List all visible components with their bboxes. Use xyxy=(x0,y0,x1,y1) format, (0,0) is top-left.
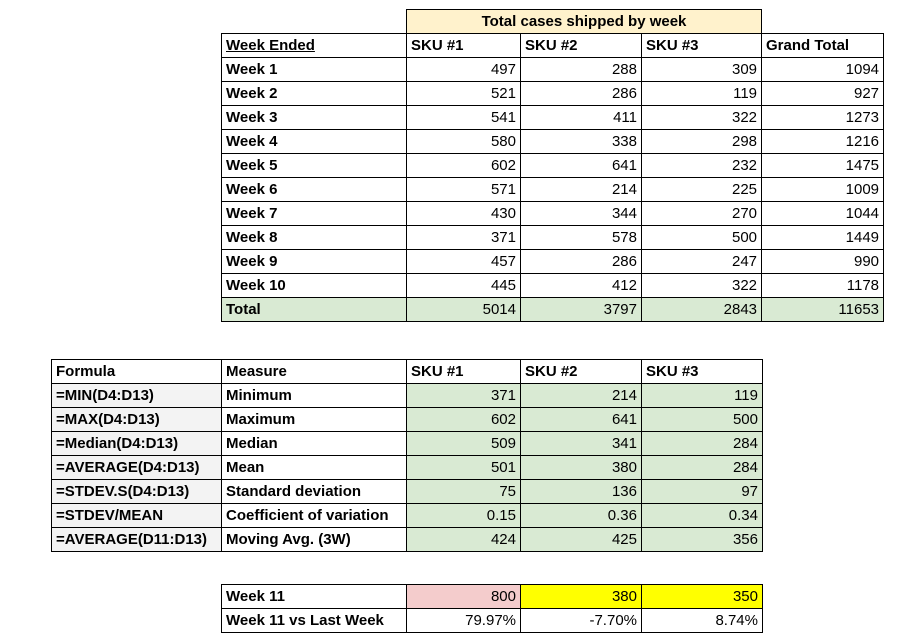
table-row xyxy=(52,480,763,504)
week-label[interactable]: Week 5 xyxy=(222,154,407,178)
value-cell[interactable]: 445 xyxy=(407,274,521,298)
weekly-title-row xyxy=(222,10,884,34)
value-cell[interactable]: 500 xyxy=(642,408,763,432)
value-cell[interactable]: 580 xyxy=(407,130,521,154)
table-row xyxy=(222,58,884,82)
empty-cell[interactable] xyxy=(762,10,884,34)
column-header[interactable]: Formula xyxy=(52,360,222,384)
table-row xyxy=(222,154,884,178)
value-cell[interactable]: 286 xyxy=(521,250,642,274)
value-cell[interactable]: -7.70% xyxy=(521,609,642,633)
week11-table xyxy=(221,584,763,633)
measure-label[interactable]: Standard deviation xyxy=(222,480,407,504)
value-cell[interactable]: 356 xyxy=(642,528,763,552)
value-cell[interactable]: 380 xyxy=(521,456,642,480)
column-header[interactable]: Week Ended xyxy=(222,34,407,58)
value-cell[interactable]: 284 xyxy=(642,456,763,480)
value-cell[interactable]: 602 xyxy=(407,154,521,178)
measure-label[interactable]: Moving Avg. (3W) xyxy=(222,528,407,552)
value-cell[interactable]: 232 xyxy=(642,154,762,178)
value-cell[interactable]: 990 xyxy=(762,250,884,274)
table-row xyxy=(222,226,884,250)
table-row xyxy=(222,609,763,633)
value-cell[interactable]: 1216 xyxy=(762,130,884,154)
value-cell[interactable]: 380 xyxy=(521,585,642,609)
week-label[interactable]: Week 9 xyxy=(222,250,407,274)
value-cell[interactable]: 1475 xyxy=(762,154,884,178)
total-label[interactable]: Total xyxy=(222,298,407,322)
value-cell[interactable]: 79.97% xyxy=(407,609,521,633)
value-cell[interactable]: 0.34 xyxy=(642,504,763,528)
table-row xyxy=(222,202,884,226)
value-cell[interactable]: 97 xyxy=(642,480,763,504)
value-cell[interactable]: 298 xyxy=(642,130,762,154)
week-label[interactable]: Week 6 xyxy=(222,178,407,202)
value-cell[interactable]: 136 xyxy=(521,480,642,504)
total-value[interactable]: 3797 xyxy=(521,298,642,322)
value-cell[interactable]: 602 xyxy=(407,408,521,432)
value-cell[interactable]: 214 xyxy=(521,384,642,408)
value-cell[interactable]: 541 xyxy=(407,106,521,130)
empty-cell[interactable] xyxy=(222,10,407,34)
value-cell[interactable]: 578 xyxy=(521,226,642,250)
week-label[interactable]: Week 8 xyxy=(222,226,407,250)
column-header[interactable]: SKU #2 xyxy=(521,34,642,58)
value-cell[interactable]: 322 xyxy=(642,274,762,298)
table-row xyxy=(222,130,884,154)
column-header[interactable]: Grand Total xyxy=(762,34,884,58)
value-cell[interactable]: 641 xyxy=(521,154,642,178)
value-cell[interactable]: 0.36 xyxy=(521,504,642,528)
value-cell[interactable]: 344 xyxy=(521,202,642,226)
total-value[interactable]: 5014 xyxy=(407,298,521,322)
value-cell[interactable]: 371 xyxy=(407,226,521,250)
table-row xyxy=(52,528,763,552)
week-label[interactable]: Week 1 xyxy=(222,58,407,82)
weekly-shipments-table xyxy=(221,9,884,322)
column-header[interactable]: SKU #3 xyxy=(642,34,762,58)
value-cell[interactable]: 225 xyxy=(642,178,762,202)
measure-label[interactable]: Median xyxy=(222,432,407,456)
value-cell[interactable]: 214 xyxy=(521,178,642,202)
value-cell[interactable]: 371 xyxy=(407,384,521,408)
value-cell[interactable]: 509 xyxy=(407,432,521,456)
total-value[interactable]: 2843 xyxy=(642,298,762,322)
value-cell[interactable]: 425 xyxy=(521,528,642,552)
measure-label[interactable]: Coefficient of variation xyxy=(222,504,407,528)
value-cell[interactable]: 501 xyxy=(407,456,521,480)
value-cell[interactable]: 322 xyxy=(642,106,762,130)
total-value[interactable]: 11653 xyxy=(762,298,884,322)
row-label[interactable]: Week 11 vs Last Week xyxy=(222,609,407,633)
value-cell[interactable]: 341 xyxy=(521,432,642,456)
value-cell[interactable]: 571 xyxy=(407,178,521,202)
table-row xyxy=(52,384,763,408)
formula-cell[interactable]: =MAX(D4:D13) xyxy=(52,408,222,432)
measure-label[interactable]: Maximum xyxy=(222,408,407,432)
week-label[interactable]: Week 7 xyxy=(222,202,407,226)
column-header[interactable]: SKU #1 xyxy=(407,34,521,58)
value-cell[interactable]: 286 xyxy=(521,82,642,106)
value-cell[interactable]: 500 xyxy=(642,226,762,250)
value-cell[interactable]: 927 xyxy=(762,82,884,106)
value-cell[interactable]: 411 xyxy=(521,106,642,130)
statistics-table xyxy=(51,359,763,552)
value-cell[interactable]: 0.15 xyxy=(407,504,521,528)
table-row xyxy=(52,504,763,528)
value-cell[interactable]: 288 xyxy=(521,58,642,82)
formula-cell[interactable]: =Median(D4:D13) xyxy=(52,432,222,456)
value-cell[interactable]: 350 xyxy=(642,585,763,609)
total-row xyxy=(222,298,884,322)
weekly-header-row xyxy=(222,34,884,58)
value-cell[interactable]: 800 xyxy=(407,585,521,609)
value-cell[interactable]: 521 xyxy=(407,82,521,106)
formula-cell[interactable]: =STDEV/MEAN xyxy=(52,504,222,528)
formula-cell[interactable]: =MIN(D4:D13) xyxy=(52,384,222,408)
row-label[interactable]: Week 11 xyxy=(222,585,407,609)
column-header[interactable]: SKU #1 xyxy=(407,360,521,384)
formula-cell[interactable]: =STDEV.S(D4:D13) xyxy=(52,480,222,504)
week-label[interactable]: Week 3 xyxy=(222,106,407,130)
value-cell[interactable]: 430 xyxy=(407,202,521,226)
value-cell[interactable]: 247 xyxy=(642,250,762,274)
week-label[interactable]: Week 10 xyxy=(222,274,407,298)
week-label[interactable]: Week 2 xyxy=(222,82,407,106)
value-cell[interactable]: 1094 xyxy=(762,58,884,82)
table-row xyxy=(222,250,884,274)
table-row xyxy=(222,82,884,106)
value-cell[interactable]: 497 xyxy=(407,58,521,82)
value-cell[interactable]: 1273 xyxy=(762,106,884,130)
value-cell[interactable]: 284 xyxy=(642,432,763,456)
value-cell[interactable]: 412 xyxy=(521,274,642,298)
value-cell[interactable]: 338 xyxy=(521,130,642,154)
table-row xyxy=(52,408,763,432)
value-cell[interactable]: 270 xyxy=(642,202,762,226)
value-cell[interactable]: 457 xyxy=(407,250,521,274)
value-cell[interactable]: 424 xyxy=(407,528,521,552)
value-cell[interactable]: 309 xyxy=(642,58,762,82)
measure-label[interactable]: Mean xyxy=(222,456,407,480)
measure-label[interactable]: Minimum xyxy=(222,384,407,408)
value-cell[interactable]: 1044 xyxy=(762,202,884,226)
value-cell[interactable]: 641 xyxy=(521,408,642,432)
week-label[interactable]: Week 4 xyxy=(222,130,407,154)
value-cell[interactable]: 1009 xyxy=(762,178,884,202)
weekly-title[interactable]: Total cases shipped by week xyxy=(407,10,762,34)
formula-cell[interactable]: =AVERAGE(D11:D13) xyxy=(52,528,222,552)
column-header[interactable]: SKU #2 xyxy=(521,360,642,384)
formula-cell[interactable]: =AVERAGE(D4:D13) xyxy=(52,456,222,480)
table-row xyxy=(222,178,884,202)
column-header[interactable]: Measure xyxy=(222,360,407,384)
table-row xyxy=(222,274,884,298)
value-cell[interactable]: 1449 xyxy=(762,226,884,250)
value-cell[interactable]: 119 xyxy=(642,384,763,408)
value-cell[interactable]: 119 xyxy=(642,82,762,106)
stats-header-row xyxy=(52,360,763,384)
column-header[interactable]: SKU #3 xyxy=(642,360,763,384)
value-cell[interactable]: 75 xyxy=(407,480,521,504)
table-row xyxy=(222,585,763,609)
table-row xyxy=(222,106,884,130)
value-cell[interactable]: 8.74% xyxy=(642,609,763,633)
value-cell[interactable]: 1178 xyxy=(762,274,884,298)
table-row xyxy=(52,432,763,456)
table-row xyxy=(52,456,763,480)
